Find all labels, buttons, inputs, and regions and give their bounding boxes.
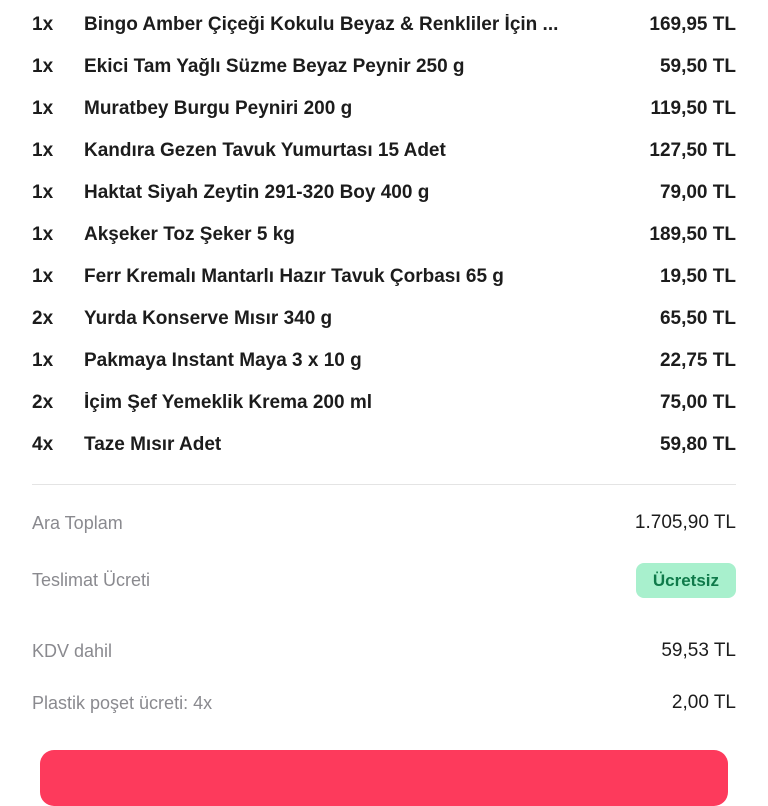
item-name: Pakmaya Instant Maya 3 x 10 g: [84, 350, 362, 371]
item-price: 65,50 TL: [659, 308, 736, 329]
list-item[interactable]: [32, 424, 736, 466]
vat-value: 59,53 TL: [661, 640, 736, 661]
item-price: 189,50 TL: [649, 224, 736, 245]
summary-row-bag-fee: [32, 677, 736, 729]
item-name: Bingo Amber Çiçeği Kokulu Beyaz & Renkliler İçin ...: [84, 14, 559, 35]
item-name: Akşeker Toz Şeker 5 kg: [84, 224, 295, 245]
list-item[interactable]: [32, 46, 736, 88]
item-quantity: 1x: [32, 182, 54, 203]
item-quantity: 1x: [32, 350, 54, 371]
bag-fee-value: 2,00 TL: [671, 692, 736, 713]
delivery-fee-label: Teslimat Ücreti: [32, 569, 151, 590]
item-quantity: 1x: [32, 56, 54, 77]
item-price: 119,50 TL: [650, 98, 736, 119]
item-quantity: 4x: [32, 434, 54, 455]
item-quantity: 2x: [32, 392, 54, 413]
price-summary: [0, 485, 768, 729]
subtotal-label: Ara Toplam: [32, 512, 123, 533]
item-name: Kandıra Gezen Tavuk Yumurtası 15 Adet: [84, 140, 446, 161]
item-quantity: 2x: [32, 308, 54, 329]
bag-fee-label: Plastik poşet ücreti: 4x: [32, 692, 213, 713]
bottom-action-bar: [0, 740, 768, 768]
item-price: 59,50 TL: [659, 56, 736, 77]
list-item[interactable]: [32, 382, 736, 424]
item-price: 59,80 TL: [659, 434, 736, 455]
vat-label: KDV dahil: [32, 640, 113, 661]
list-item[interactable]: [32, 340, 736, 382]
item-quantity: 1x: [32, 266, 54, 287]
list-item[interactable]: [32, 130, 736, 172]
item-name: Ekici Tam Yağlı Süzme Beyaz Peynir 250 g: [84, 56, 465, 77]
summary-row-delivery: [32, 549, 736, 611]
item-quantity: 1x: [32, 14, 54, 35]
summary-row-vat: [32, 625, 736, 677]
subtotal-value: 1.705,90 TL: [634, 512, 736, 533]
item-name: İçim Şef Yemeklik Krema 200 ml: [84, 392, 372, 413]
item-quantity: 1x: [32, 140, 54, 161]
item-name: Taze Mısır Adet: [84, 434, 222, 455]
item-price: 79,00 TL: [659, 182, 736, 203]
item-name: Muratbey Burgu Peyniri 200 g: [84, 98, 353, 119]
list-item[interactable]: [32, 214, 736, 256]
item-price: 22,75 TL: [659, 350, 736, 371]
item-name: Ferr Kremalı Mantarlı Hazır Tavuk Çorbası 65 g: [84, 266, 504, 287]
list-item[interactable]: [32, 88, 736, 130]
list-item[interactable]: [32, 256, 736, 298]
item-quantity: 1x: [32, 98, 54, 119]
item-price: 169,95 TL: [649, 14, 736, 35]
item-quantity: 1x: [32, 224, 54, 245]
item-price: 127,50 TL: [649, 140, 736, 161]
list-item[interactable]: [32, 298, 736, 340]
item-price: 75,00 TL: [659, 392, 736, 413]
summary-row-subtotal: [32, 497, 736, 549]
item-name: Haktat Siyah Zeytin 291-320 Boy 400 g: [84, 182, 430, 203]
item-price: 19,50 TL: [659, 266, 736, 287]
list-item[interactable]: [32, 172, 736, 214]
item-name: Yurda Konserve Mısır 340 g: [84, 308, 333, 329]
list-item[interactable]: [32, 4, 736, 46]
status-badge: Ücretsiz: [636, 563, 736, 598]
confirm-order-button[interactable]: [40, 750, 728, 806]
